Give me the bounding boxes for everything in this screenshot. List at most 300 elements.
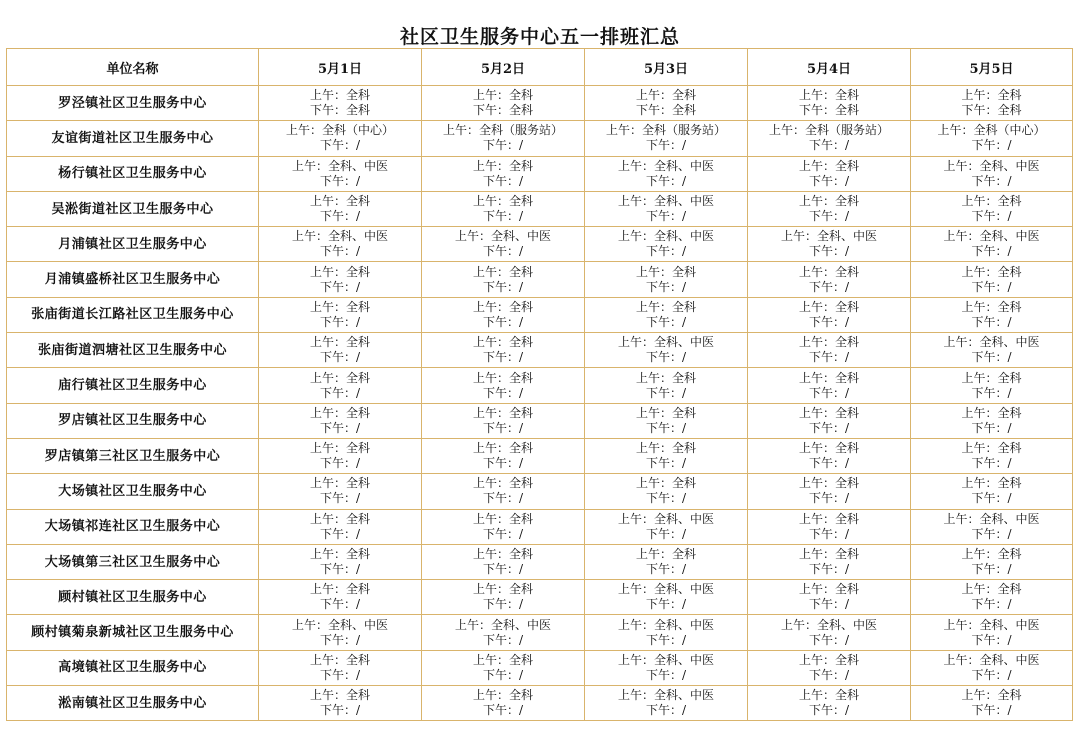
table-row [7, 474, 1073, 509]
morning-shift: 上午：全科、中医 [617, 688, 714, 703]
morning-shift: 上午：全科 [472, 158, 533, 173]
morning-shift: 上午：全科、中医 [943, 617, 1040, 632]
morning-shift: 上午：全科（服务站） [442, 123, 563, 138]
schedule-cell [422, 368, 585, 403]
schedule-cell [422, 615, 585, 650]
afternoon-shift: 下午：/ [808, 173, 850, 188]
unit-name-cell: 罗泾镇社区卫生服务中心 [7, 86, 259, 121]
unit-name-cell: 张庙街道长江路社区卫生服务中心 [7, 297, 259, 332]
morning-shift: 上午：全科 [798, 652, 859, 667]
afternoon-shift: 下午：/ [971, 209, 1012, 224]
morning-shift: 上午：全科 [635, 299, 696, 314]
schedule-cell [585, 615, 748, 650]
afternoon-shift: 下午：/ [645, 209, 687, 224]
schedule-cell [911, 474, 1073, 509]
table-row [7, 156, 1073, 191]
schedule-cell [422, 86, 585, 121]
afternoon-shift: 下午：/ [482, 244, 524, 259]
schedule-cell [585, 403, 748, 438]
afternoon-shift: 下午：/ [645, 491, 687, 506]
afternoon-shift: 下午：/ [645, 703, 687, 718]
morning-shift: 上午：全科 [961, 405, 1022, 420]
morning-shift: 上午：全科 [798, 335, 859, 350]
schedule-cell [259, 191, 422, 226]
table-row [7, 544, 1073, 579]
afternoon-shift: 下午：/ [808, 385, 850, 400]
afternoon-shift: 下午：/ [319, 456, 361, 471]
schedule-cell [259, 156, 422, 191]
afternoon-shift: 下午：/ [645, 244, 687, 259]
afternoon-shift: 下午：/ [971, 703, 1012, 718]
schedule-cell [585, 191, 748, 226]
morning-shift: 上午：全科、中医 [780, 617, 877, 632]
schedule-cell [911, 121, 1073, 156]
morning-shift: 上午：全科 [798, 194, 859, 209]
afternoon-shift: 下午：/ [808, 456, 850, 471]
schedule-cell [259, 297, 422, 332]
schedule-cell [259, 650, 422, 685]
afternoon-shift: 下午：/ [482, 526, 524, 541]
header-date: 5月3日 [585, 49, 748, 86]
schedule-cell [422, 438, 585, 473]
afternoon-shift: 下午：/ [482, 562, 524, 576]
schedule-cell [585, 121, 748, 156]
schedule-cell [911, 333, 1073, 368]
schedule-cell [585, 650, 748, 685]
schedule-cell [259, 474, 422, 509]
afternoon-shift: 下午：/ [971, 138, 1012, 153]
schedule-cell [259, 580, 422, 615]
schedule-cell [911, 438, 1073, 473]
morning-shift: 上午：全科、中医 [291, 617, 388, 632]
morning-shift: 上午：全科 [472, 582, 533, 597]
schedule-cell [259, 615, 422, 650]
schedule-cell [259, 86, 422, 121]
afternoon-shift: 下午：/ [808, 279, 850, 294]
morning-shift: 上午：全科 [798, 688, 859, 703]
schedule-cell [422, 509, 585, 544]
afternoon-shift: 下午：/ [808, 350, 850, 365]
schedule-cell [911, 580, 1073, 615]
morning-shift: 上午：全科 [309, 688, 370, 703]
afternoon-shift: 下午：全科 [798, 103, 859, 118]
schedule-cell [911, 615, 1073, 650]
schedule-cell [422, 686, 585, 721]
schedule-cell [422, 333, 585, 368]
afternoon-shift: 下午：/ [482, 385, 524, 400]
table-row [7, 297, 1073, 332]
page-title: 社区卫生服务中心五一排班汇总 [399, 26, 680, 48]
unit-name-cell: 罗店镇第三社区卫生服务中心 [7, 438, 259, 473]
header-unit-name: 单位名称 [7, 49, 259, 86]
table-row [7, 438, 1073, 473]
afternoon-shift: 下午：/ [319, 385, 361, 400]
morning-shift: 上午：全科 [798, 264, 859, 279]
afternoon-shift: 下午：/ [971, 491, 1012, 506]
afternoon-shift: 下午：/ [645, 385, 687, 400]
schedule-cell [259, 262, 422, 297]
afternoon-shift: 下午：/ [971, 420, 1012, 435]
morning-shift: 上午：全科、中医 [943, 158, 1040, 173]
afternoon-shift: 下午：/ [319, 562, 361, 576]
morning-shift: 上午：全科 [472, 441, 533, 456]
morning-shift: 上午：全科 [472, 264, 533, 279]
afternoon-shift: 下午：/ [808, 597, 850, 612]
schedule-cell [911, 403, 1073, 438]
afternoon-shift: 下午：/ [808, 244, 850, 259]
table-row [7, 686, 1073, 721]
afternoon-shift: 下午：/ [645, 562, 687, 576]
table-row [7, 191, 1073, 226]
afternoon-shift: 下午：/ [482, 279, 524, 294]
table-row [7, 509, 1073, 544]
schedule-cell [422, 121, 585, 156]
morning-shift: 上午：全科 [309, 88, 370, 103]
morning-shift: 上午：全科 [798, 88, 859, 103]
schedule-cell [748, 333, 911, 368]
afternoon-shift: 下午：/ [482, 420, 524, 435]
afternoon-shift: 下午：/ [808, 703, 850, 718]
schedule-cell [259, 438, 422, 473]
schedule-cell [259, 121, 422, 156]
table-row [7, 227, 1073, 262]
morning-shift: 上午：全科 [472, 370, 533, 385]
afternoon-shift: 下午：/ [808, 138, 850, 153]
afternoon-shift: 下午：/ [482, 209, 524, 224]
morning-shift: 上午：全科 [472, 511, 533, 526]
unit-name-cell: 吴淞街道社区卫生服务中心 [7, 191, 259, 226]
afternoon-shift: 下午：/ [319, 491, 361, 506]
afternoon-shift: 下午：/ [645, 456, 687, 471]
morning-shift: 上午：全科、中医 [454, 229, 551, 244]
table-row [7, 403, 1073, 438]
schedule-cell [748, 544, 911, 579]
afternoon-shift: 下午：/ [319, 173, 361, 188]
morning-shift: 上午：全科 [961, 264, 1022, 279]
schedule-cell [422, 297, 585, 332]
morning-shift: 上午：全科（服务站） [605, 123, 726, 138]
schedule-cell [748, 121, 911, 156]
morning-shift: 上午：全科 [635, 370, 696, 385]
afternoon-shift: 下午：/ [319, 138, 361, 153]
morning-shift: 上午：全科 [472, 335, 533, 350]
morning-shift: 上午：全科 [309, 299, 370, 314]
morning-shift: 上午：全科、中医 [943, 652, 1040, 667]
morning-shift: 上午：全科 [961, 476, 1022, 491]
header-date: 5月2日 [422, 49, 585, 86]
morning-shift: 上午：全科 [798, 158, 859, 173]
table-row [7, 615, 1073, 650]
afternoon-shift: 下午：/ [971, 385, 1012, 400]
schedule-cell [911, 262, 1073, 297]
unit-name-cell: 罗店镇社区卫生服务中心 [7, 403, 259, 438]
afternoon-shift: 下午：/ [482, 138, 524, 153]
afternoon-shift: 下午：/ [808, 526, 850, 541]
schedule-cell [585, 368, 748, 403]
morning-shift: 上午：全科 [798, 405, 859, 420]
morning-shift: 上午：全科 [309, 441, 370, 456]
afternoon-shift: 下午：全科 [472, 103, 533, 118]
schedule-cell [422, 544, 585, 579]
afternoon-shift: 下午：/ [482, 491, 524, 506]
morning-shift: 上午：全科、中医 [780, 229, 877, 244]
afternoon-shift: 下午：/ [645, 526, 687, 541]
schedule-cell [748, 650, 911, 685]
schedule-cell [422, 156, 585, 191]
table-row [7, 86, 1073, 121]
schedule-cell [585, 544, 748, 579]
afternoon-shift: 下午：/ [482, 314, 524, 329]
afternoon-shift: 下午：/ [319, 209, 361, 224]
schedule-cell [585, 580, 748, 615]
schedule-cell [585, 474, 748, 509]
morning-shift: 上午：全科、中医 [617, 194, 714, 209]
afternoon-shift: 下午：/ [971, 456, 1012, 471]
schedule-cell [259, 509, 422, 544]
schedule-cell [585, 262, 748, 297]
unit-name-cell: 顾村镇菊泉新城社区卫生服务中心 [7, 615, 259, 650]
morning-shift: 上午：全科 [309, 405, 370, 420]
schedule-cell [422, 474, 585, 509]
afternoon-shift: 下午：/ [808, 314, 850, 329]
morning-shift: 上午：全科（中心） [937, 123, 1046, 138]
morning-shift: 上午：全科 [635, 476, 696, 491]
afternoon-shift: 下午：/ [482, 632, 524, 647]
unit-name-cell: 淞南镇社区卫生服务中心 [7, 686, 259, 721]
afternoon-shift: 下午：全科 [309, 103, 370, 118]
afternoon-shift: 下午：/ [319, 667, 361, 682]
unit-name-cell: 顾村镇社区卫生服务中心 [7, 580, 259, 615]
afternoon-shift: 下午：/ [482, 350, 524, 365]
schedule-cell [911, 191, 1073, 226]
table-row [7, 650, 1073, 685]
afternoon-shift: 下午：/ [971, 597, 1012, 612]
afternoon-shift: 下午：/ [319, 597, 361, 612]
schedule-cell [748, 615, 911, 650]
afternoon-shift: 下午：/ [319, 420, 361, 435]
schedule-cell [748, 156, 911, 191]
morning-shift: 上午：全科 [309, 582, 370, 597]
schedule-cell [585, 156, 748, 191]
schedule-cell [259, 686, 422, 721]
schedule-cell [259, 403, 422, 438]
schedule-cell [911, 686, 1073, 721]
morning-shift: 上午：全科 [961, 194, 1022, 209]
afternoon-shift: 下午：/ [971, 173, 1012, 188]
afternoon-shift: 下午：/ [808, 420, 850, 435]
morning-shift: 上午：全科 [961, 582, 1022, 597]
morning-shift: 上午：全科 [309, 370, 370, 385]
unit-name-cell: 大场镇社区卫生服务中心 [7, 474, 259, 509]
morning-shift: 上午：全科、中医 [291, 229, 388, 244]
morning-shift: 上午：全科（中心） [285, 123, 394, 138]
schedule-cell [748, 227, 911, 262]
schedule-cell [911, 509, 1073, 544]
unit-name-cell: 月浦镇社区卫生服务中心 [7, 227, 259, 262]
morning-shift: 上午：全科 [798, 476, 859, 491]
morning-shift: 上午：全科 [961, 441, 1022, 456]
schedule-cell [259, 227, 422, 262]
schedule-cell [259, 544, 422, 579]
afternoon-shift: 下午：/ [971, 279, 1012, 294]
schedule-cell [748, 474, 911, 509]
schedule-cell [748, 191, 911, 226]
schedule-cell [585, 509, 748, 544]
schedule-cell [911, 156, 1073, 191]
morning-shift: 上午：全科 [309, 547, 370, 561]
morning-shift: 上午：全科、中医 [617, 617, 714, 632]
header-date: 5月5日 [911, 49, 1073, 86]
morning-shift: 上午：全科、中医 [617, 335, 714, 350]
schedule-cell [422, 580, 585, 615]
afternoon-shift: 下午：/ [319, 526, 361, 541]
morning-shift: 上午：全科 [798, 511, 859, 526]
morning-shift: 上午：全科 [309, 476, 370, 491]
afternoon-shift: 下午：/ [319, 703, 361, 718]
afternoon-shift: 下午：/ [808, 632, 850, 647]
morning-shift: 上午：全科 [309, 194, 370, 209]
afternoon-shift: 下午：/ [645, 173, 687, 188]
morning-shift: 上午：全科、中医 [617, 652, 714, 667]
header-date: 5月1日 [259, 49, 422, 86]
schedule-cell [585, 227, 748, 262]
schedule-cell [748, 297, 911, 332]
morning-shift: 上午：全科 [309, 264, 370, 279]
morning-shift: 上午：全科 [961, 370, 1022, 385]
schedule-cell [748, 403, 911, 438]
afternoon-shift: 下午：/ [645, 138, 687, 153]
table-row [7, 580, 1073, 615]
afternoon-shift: 下午：/ [645, 279, 687, 294]
morning-shift: 上午：全科 [798, 299, 859, 314]
schedule-cell [748, 580, 911, 615]
morning-shift: 上午：全科 [309, 652, 370, 667]
afternoon-shift: 下午：/ [645, 420, 687, 435]
schedule-cell [259, 368, 422, 403]
morning-shift: 上午：全科（服务站） [768, 123, 889, 138]
morning-shift: 上午：全科 [472, 88, 533, 103]
schedule-cell [911, 650, 1073, 685]
afternoon-shift: 下午：/ [319, 279, 361, 294]
schedule-cell [585, 686, 748, 721]
schedule-cell [911, 227, 1073, 262]
afternoon-shift: 下午：/ [319, 350, 361, 365]
schedule-cell [748, 368, 911, 403]
table-row [7, 262, 1073, 297]
morning-shift: 上午：全科 [472, 194, 533, 209]
afternoon-shift: 下午：/ [808, 667, 850, 682]
afternoon-shift: 下午：全科 [961, 103, 1022, 118]
schedule-cell [585, 333, 748, 368]
schedule-cell [911, 86, 1073, 121]
unit-name-cell: 大场镇第三社区卫生服务中心 [7, 544, 259, 579]
afternoon-shift: 下午：/ [971, 526, 1012, 541]
afternoon-shift: 下午：/ [971, 244, 1012, 259]
schedule-cell [748, 509, 911, 544]
morning-shift: 上午：全科 [798, 582, 859, 597]
morning-shift: 上午：全科 [798, 370, 859, 385]
morning-shift: 上午：全科 [309, 335, 370, 350]
morning-shift: 上午：全科 [472, 299, 533, 314]
afternoon-shift: 下午：/ [482, 456, 524, 471]
unit-name-cell: 庙行镇社区卫生服务中心 [7, 368, 259, 403]
morning-shift: 上午：全科、中医 [617, 582, 714, 597]
afternoon-shift: 下午：/ [482, 667, 524, 682]
unit-name-cell: 月浦镇盛桥社区卫生服务中心 [7, 262, 259, 297]
unit-name-cell: 友谊街道社区卫生服务中心 [7, 121, 259, 156]
schedule-cell [585, 438, 748, 473]
afternoon-shift: 下午：/ [319, 632, 361, 647]
schedule-cell [585, 297, 748, 332]
morning-shift: 上午：全科、中医 [943, 229, 1040, 244]
morning-shift: 上午：全科 [472, 652, 533, 667]
header-date: 5月4日 [748, 49, 911, 86]
morning-shift: 上午：全科 [635, 441, 696, 456]
morning-shift: 上午：全科、中医 [454, 617, 551, 632]
morning-shift: 上午：全科 [635, 405, 696, 420]
schedule-cell [748, 438, 911, 473]
morning-shift: 上午：全科、中医 [943, 511, 1040, 526]
schedule-cell [585, 86, 748, 121]
morning-shift: 上午：全科、中医 [617, 158, 714, 173]
afternoon-shift: 下午：/ [971, 667, 1012, 682]
afternoon-shift: 下午：/ [808, 209, 850, 224]
schedule-cell [748, 686, 911, 721]
schedule-cell [911, 544, 1073, 579]
unit-name-cell: 杨行镇社区卫生服务中心 [7, 156, 259, 191]
afternoon-shift: 下午：/ [645, 632, 687, 647]
morning-shift: 上午：全科 [961, 299, 1022, 314]
morning-shift: 上午：全科 [961, 547, 1022, 561]
schedule-cell [422, 227, 585, 262]
afternoon-shift: 下午：/ [645, 597, 687, 612]
morning-shift: 上午：全科 [961, 688, 1022, 703]
schedule-cell [911, 368, 1073, 403]
afternoon-shift: 下午：/ [808, 491, 850, 506]
schedule-cell [259, 333, 422, 368]
morning-shift: 上午：全科 [635, 547, 696, 561]
schedule-cell [422, 191, 585, 226]
morning-shift: 上午：全科、中医 [617, 511, 714, 526]
schedule-cell [422, 403, 585, 438]
schedule-cell [422, 262, 585, 297]
morning-shift: 上午：全科 [309, 511, 370, 526]
morning-shift: 上午：全科 [961, 88, 1022, 103]
morning-shift: 上午：全科 [472, 547, 533, 561]
afternoon-shift: 下午：/ [971, 562, 1012, 576]
unit-name-cell: 大场镇祁连社区卫生服务中心 [7, 509, 259, 544]
schedule-cell [911, 297, 1073, 332]
table-row [7, 333, 1073, 368]
afternoon-shift: 下午：/ [645, 350, 687, 365]
unit-name-cell: 张庙街道泗塘社区卫生服务中心 [7, 333, 259, 368]
morning-shift: 上午：全科 [798, 547, 859, 561]
afternoon-shift: 下午：/ [971, 314, 1012, 329]
schedule-cell [748, 86, 911, 121]
schedule-cell [422, 650, 585, 685]
morning-shift: 上午：全科 [798, 441, 859, 456]
afternoon-shift: 下午：/ [319, 314, 361, 329]
afternoon-shift: 下午：/ [808, 562, 850, 576]
morning-shift: 上午：全科、中医 [617, 229, 714, 244]
morning-shift: 上午：全科 [635, 88, 696, 103]
afternoon-shift: 下午：/ [482, 597, 524, 612]
unit-name-cell: 高境镇社区卫生服务中心 [7, 650, 259, 685]
afternoon-shift: 下午：全科 [635, 103, 696, 118]
morning-shift: 上午：全科 [635, 264, 696, 279]
schedule-table [6, 48, 1073, 721]
morning-shift: 上午：全科、中医 [943, 335, 1040, 350]
